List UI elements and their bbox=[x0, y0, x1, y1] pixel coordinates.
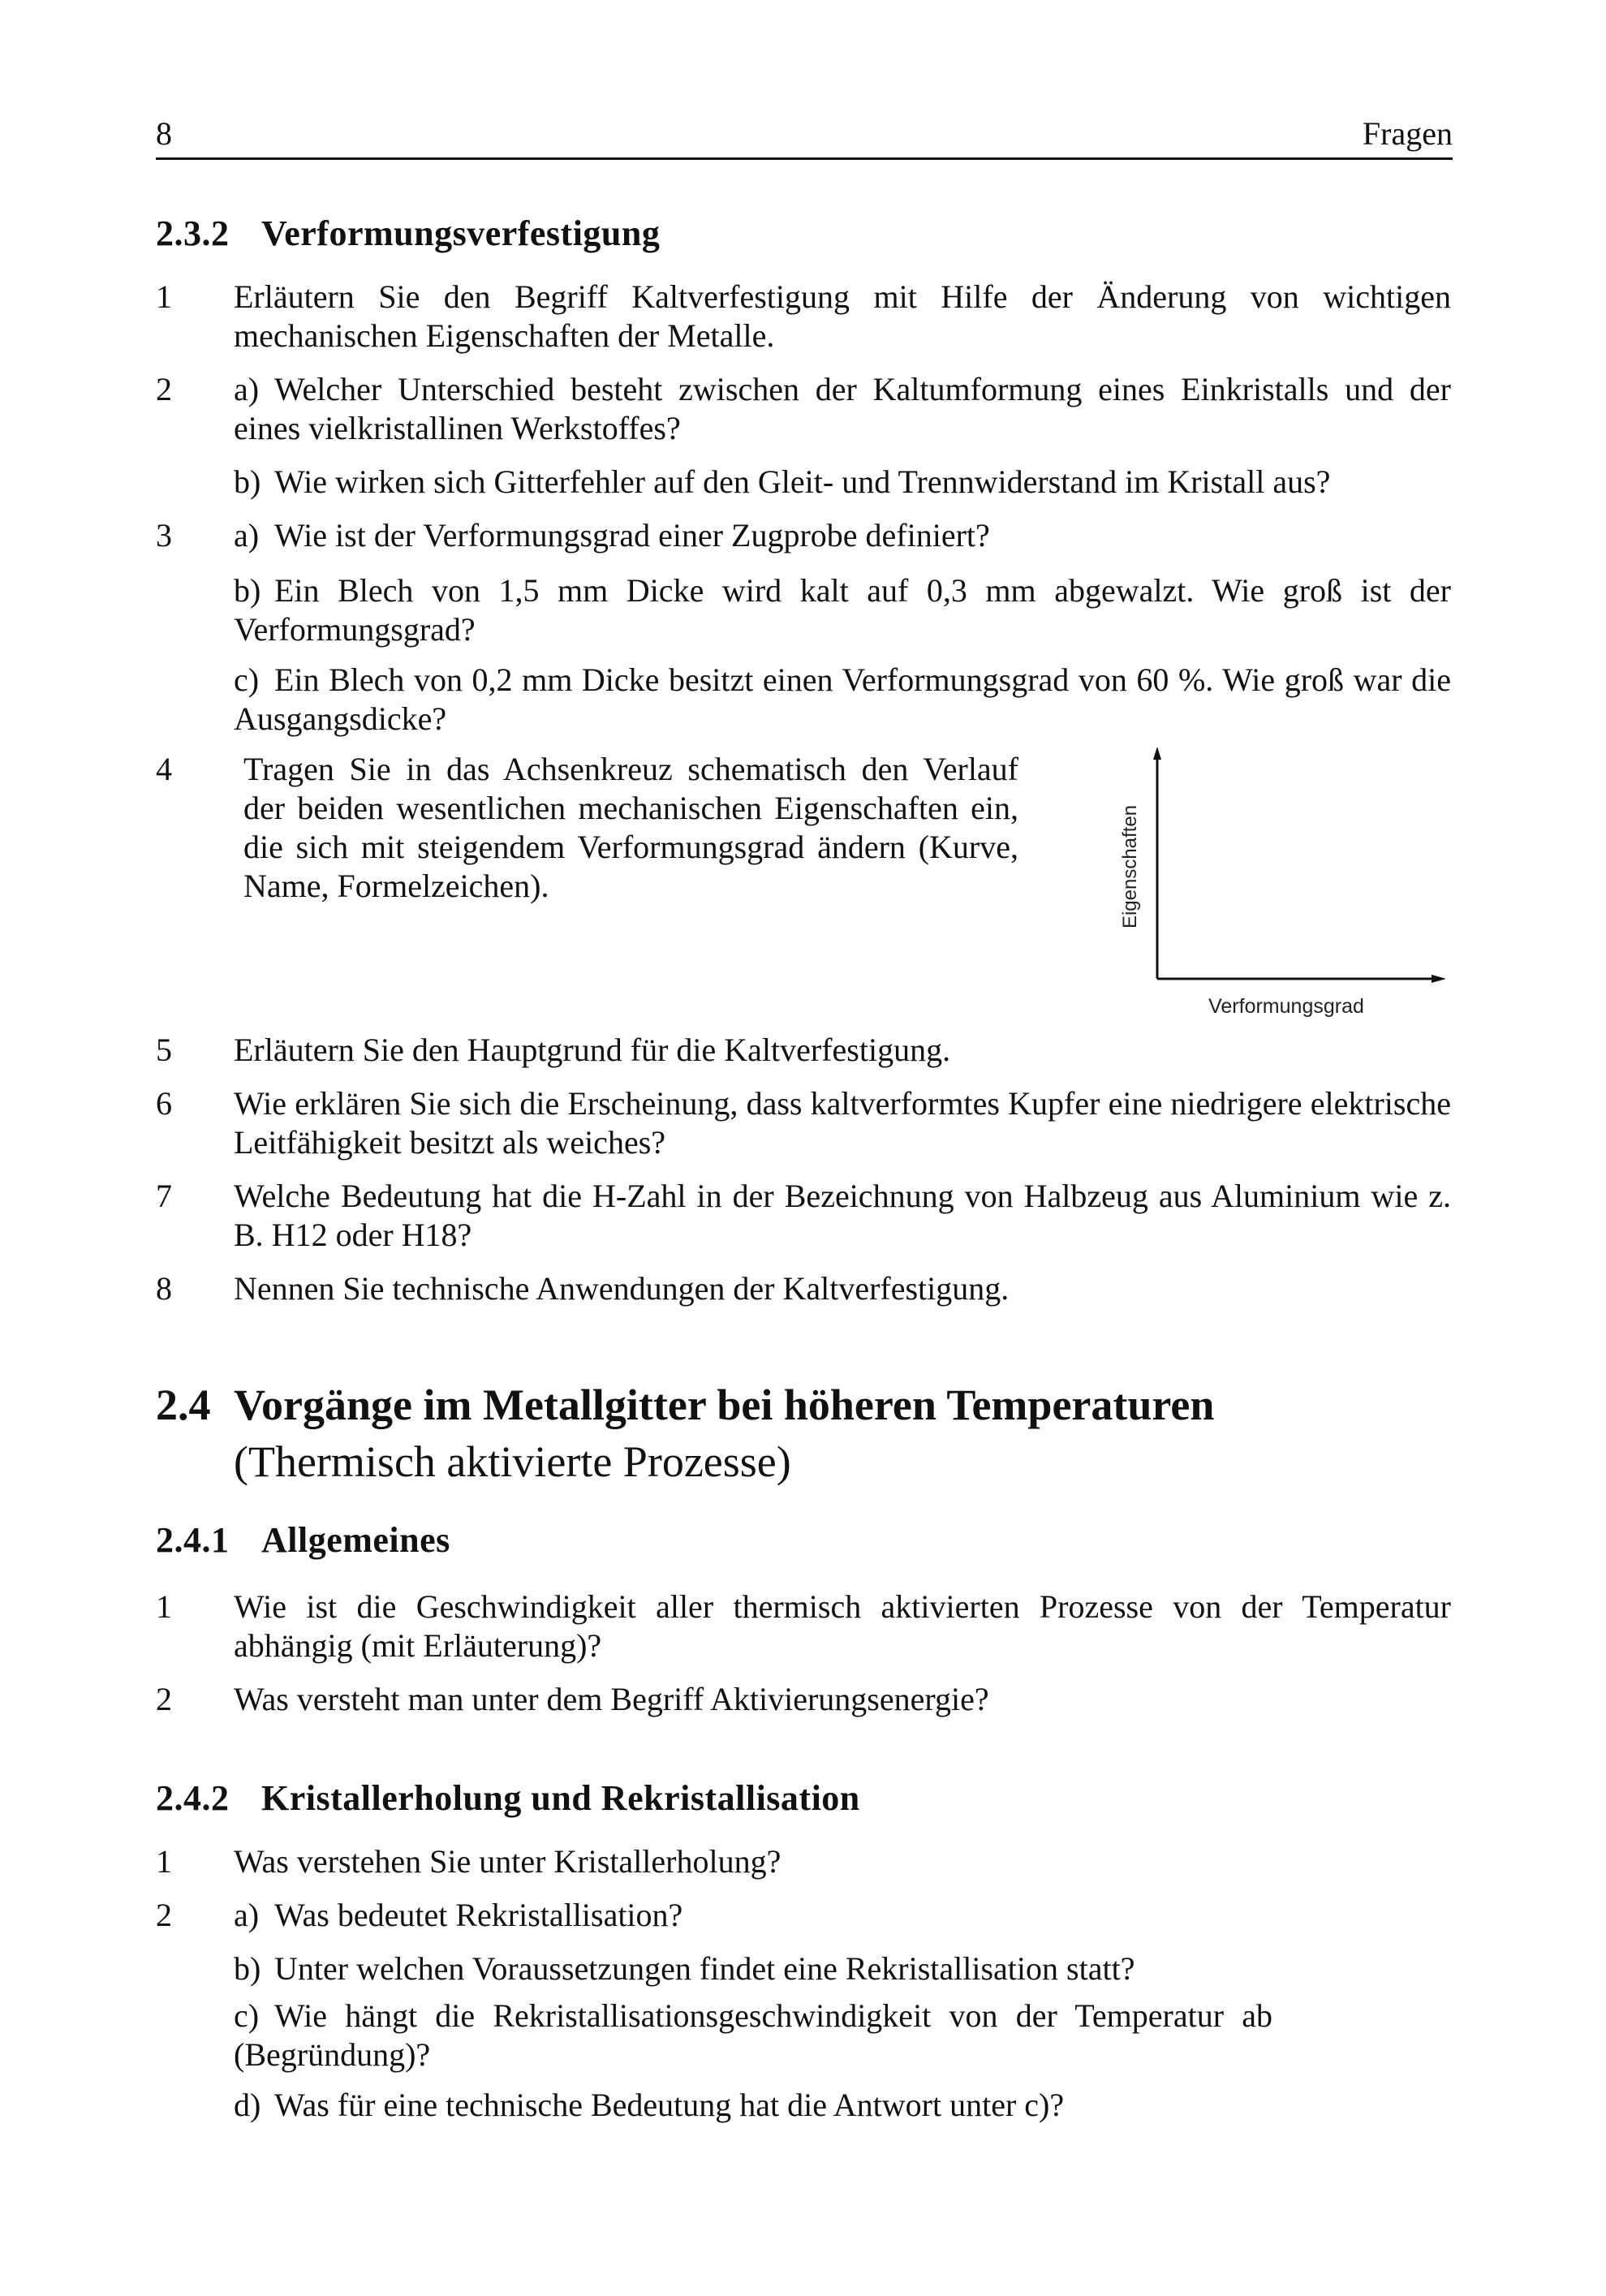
subquestion-text: Unter welchen Voraussetzungen findet eine Rekristallisation statt? bbox=[274, 1950, 1135, 1987]
running-title: Fragen bbox=[1362, 115, 1453, 152]
axis-sketch-svg bbox=[1112, 745, 1469, 1021]
section-title: Allgemeines bbox=[261, 1520, 450, 1560]
subquestion bbox=[234, 1997, 1272, 2074]
x-axis-arrow bbox=[1432, 975, 1446, 983]
question-number: 2 bbox=[156, 371, 172, 407]
question-text: Was verstehen Sie unter Kristallerholung? bbox=[234, 1843, 781, 1880]
subquestion-text: Welcher Unterschied besteht zwischen der Kaltumformung eines Einkristalls und der eines vielkristallinen Werkstoffes? bbox=[234, 371, 1451, 446]
section-number: 2.4.1 bbox=[156, 1520, 230, 1560]
question-text: Wie erklären Sie sich die Erscheinung, dass kaltverformtes Kupfer eine niedrigere elektrische Leitfähigkeit besitzt als weiches? bbox=[234, 1085, 1451, 1161]
subquestion-label: a) bbox=[234, 1897, 260, 1933]
subquestion bbox=[234, 661, 1451, 739]
section-subtitle: (Thermisch aktivierte Prozesse) bbox=[234, 1437, 791, 1486]
question-number: 1 bbox=[156, 1843, 172, 1880]
subquestion-label: d) bbox=[234, 2087, 261, 2123]
section-title: Vorgänge im Metallgitter bei höheren Temperaturen bbox=[234, 1381, 1215, 1429]
question-text: Nennen Sie technische Anwendungen der Kaltverfestigung. bbox=[234, 1270, 1010, 1307]
x-axis-label: Verformungsgrad bbox=[1208, 995, 1364, 1018]
section-title: Verformungsverfestigung bbox=[261, 213, 661, 253]
section-heading-2-4-2 bbox=[156, 1777, 860, 1819]
subquestion bbox=[234, 370, 1451, 448]
page-number: 8 bbox=[156, 115, 172, 152]
question-text: Wie ist die Geschwindigkeit aller thermisch aktivierten Prozesse von der Temperatur abhängig (mit Erläuterung)? bbox=[234, 1588, 1451, 1664]
subquestion-label: a) bbox=[234, 371, 260, 407]
subquestion bbox=[234, 516, 1451, 555]
y-axis-arrow bbox=[1153, 747, 1161, 760]
subquestion-label: b) bbox=[234, 463, 261, 500]
subquestion-label: b) bbox=[234, 1950, 261, 1987]
section-number: 2.4 bbox=[156, 1381, 211, 1429]
question-text: Was versteht man unter dem Begriff Aktivierungsenergie? bbox=[234, 1681, 989, 1717]
subquestion bbox=[234, 463, 1451, 502]
subquestion-text: Was bedeutet Rekristallisation? bbox=[274, 1897, 683, 1933]
subquestion-text: Was für eine technische Bedeutung hat die Antwort unter c)? bbox=[274, 2087, 1065, 2123]
question-number: 8 bbox=[156, 1270, 172, 1307]
subquestion bbox=[234, 571, 1451, 649]
section-title: Kristallerholung und Rekristallisation bbox=[261, 1778, 860, 1818]
subquestion-text: Ein Blech von 1,5 mm Dicke wird kalt auf 0,3 mm abgewalzt. Wie groß ist der Verformungsgrad? bbox=[234, 572, 1451, 648]
subquestion bbox=[234, 1896, 1451, 1935]
subquestion-label: c) bbox=[234, 1997, 260, 2034]
subquestion-text: Wie hängt die Rekristallisationsgeschwindigkeit von der Temperatur ab (Begründung)? bbox=[234, 1997, 1272, 2073]
question-number: 1 bbox=[156, 278, 172, 315]
subquestion-text: Ein Blech von 0,2 mm Dicke besitzt einen Verformungsgrad von 60 %. Wie groß war die Ausgangsdicke? bbox=[234, 661, 1451, 737]
question-number: 4 bbox=[156, 751, 172, 787]
section-heading-2-4 bbox=[156, 1380, 1214, 1430]
section-number: 2.3.2 bbox=[156, 213, 230, 253]
subquestion-text: Wie ist der Verformungsgrad einer Zugprobe definiert? bbox=[274, 517, 990, 554]
y-axis-label: Eigenschaften bbox=[1119, 804, 1141, 929]
subquestion bbox=[234, 1949, 1451, 1988]
section-number: 2.4.2 bbox=[156, 1778, 230, 1818]
axis-sketch bbox=[1112, 745, 1469, 1021]
page-header bbox=[156, 110, 1453, 160]
question-text: Tragen Sie in das Achsenkreuz schematisch den Verlauf der beiden wesentlichen mechanischen Eigenschaften ein, die sich mit steigendem Verformungsgrad ändern (Kurve, Name, Formelzeichen). bbox=[243, 751, 1018, 904]
subquestion-label: b) bbox=[234, 572, 261, 609]
question-text: Erläutern Sie den Begriff Kaltverfestigung mit Hilfe der Änderung von wichtigen mechanischen Eigenschaften der Metalle. bbox=[234, 278, 1451, 354]
subquestion bbox=[234, 2086, 1451, 2125]
question-text: Welche Bedeutung hat die H-Zahl in der Bezeichnung von Halbzeug aus Aluminium wie z. B. H12 oder H18? bbox=[234, 1178, 1451, 1253]
question-text: Erläutern Sie den Hauptgrund für die Kaltverfestigung. bbox=[234, 1032, 951, 1068]
subquestion-label: a) bbox=[234, 517, 260, 554]
section-heading-2-4-1 bbox=[156, 1519, 450, 1561]
subquestion-text: Wie wirken sich Gitterfehler auf den Gleit- und Trennwiderstand im Kristall aus? bbox=[274, 463, 1331, 500]
question-number: 1 bbox=[156, 1588, 172, 1625]
question-number: 7 bbox=[156, 1178, 172, 1214]
section-heading-2-3-2 bbox=[156, 213, 660, 254]
subquestion-label: c) bbox=[234, 661, 260, 698]
question-number: 2 bbox=[156, 1681, 172, 1717]
question-number: 2 bbox=[156, 1897, 172, 1933]
question-number: 5 bbox=[156, 1032, 172, 1068]
question-number: 6 bbox=[156, 1085, 172, 1122]
question-number: 3 bbox=[156, 517, 172, 554]
